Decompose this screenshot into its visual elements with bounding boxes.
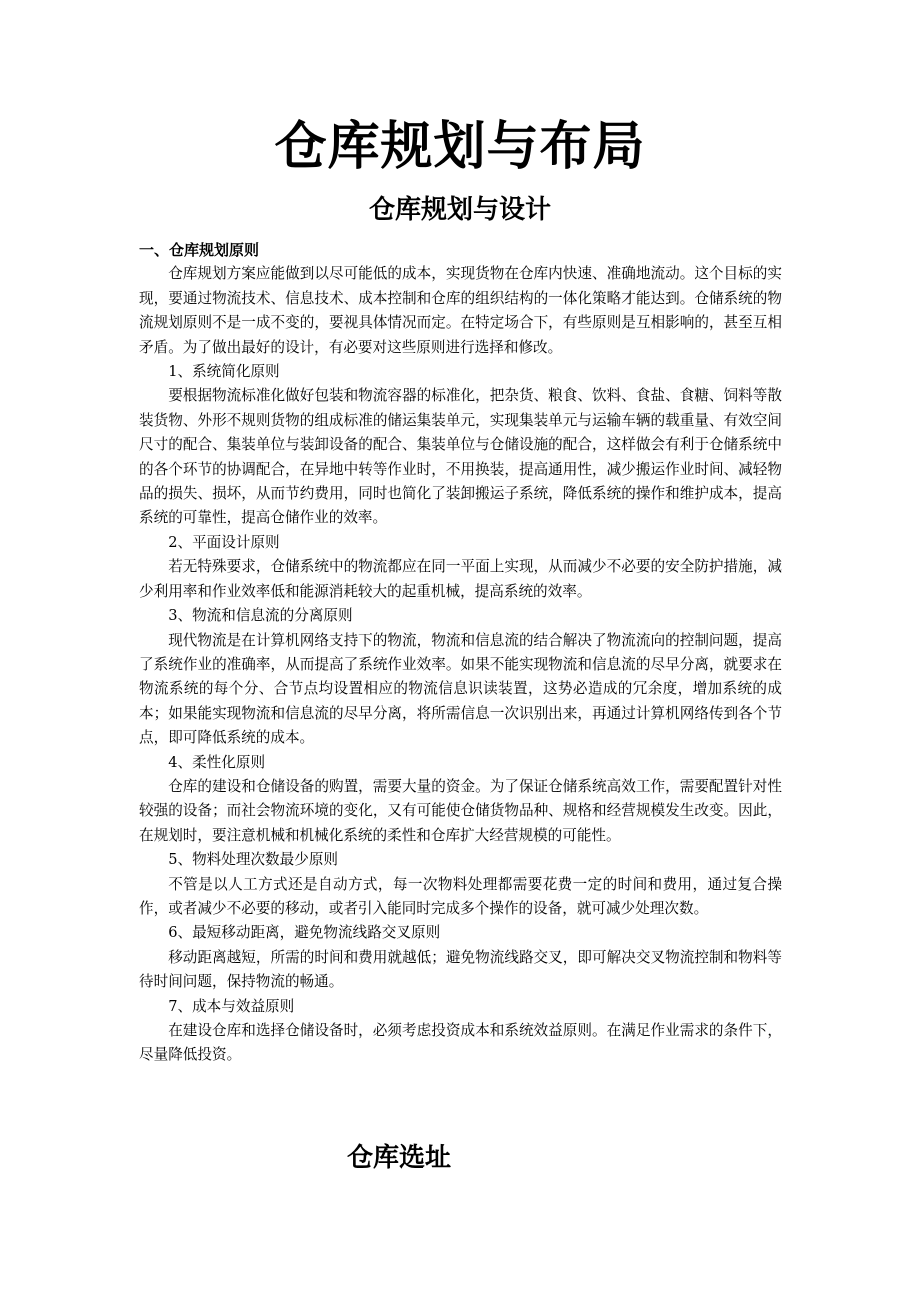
principle-3-heading: 3、物流和信息流的分离原则 bbox=[168, 607, 353, 625]
principle-6-text: 移动距离越短，所需的时间和费用就越低；避免物流线路交叉，即可解决交叉物流控制和物料等待时间问题，保持物流的畅通。 bbox=[139, 948, 782, 991]
principle-7-heading: 7、成本与效益原则 bbox=[168, 997, 295, 1015]
section-heading: 一、仓库规划原则 bbox=[139, 241, 260, 259]
principle-6-heading: 6、最短移动距离，避免物流线路交叉原则 bbox=[168, 924, 441, 942]
principle-7-text: 在建设仓库和选择仓储设备时，必须考虑投资成本和系统效益原则。在满足作业需求的条件下，尽量降低投资。 bbox=[139, 1022, 782, 1064]
principle-1-heading: 1、系统简化原则 bbox=[168, 363, 280, 381]
section-site-selection-title: 仓库选址 bbox=[347, 1143, 452, 1173]
principle-4-text: 仓库的建设和仓储设备的购置，需要大量的资金。为了保证仓储系统高效工作，需要配置针对性较强的设备；而社会物流环境的变化，又有可能使仓储货物品种、规格和经营规模发生改变。因此，在规划时，要注意机械和机械化系统的柔性和仓库扩大经营规模的可能性。 bbox=[139, 777, 782, 844]
principle-4-heading: 4、柔性化原则 bbox=[168, 753, 266, 771]
principle-1-text: 要根据物流标准化做好包装和物流容器的标准化，把杂货、粮食、饮料、食盐、食糖、饲料等散装货物、外形不规则货物的组成标准的储运集装单元，实现集装单元与运输车辆的载重量、有效空间尺寸的配合、集装单位与装卸设备的配合、集装单位与仓储设施的配合，这样做会有利于仓储系统中的各个环节的协调配合，在异地中转等作业时，不用换装，提高通用性，减少搬运作业时间、减轻物品的损失、损坏，从而节约费用，同时也简化了装卸搬运子系统，降低系统的操作和维护成本，提高系统的可靠性，提高仓储作业的效率。 bbox=[139, 387, 782, 527]
document-subtitle: 仓库规划与设计 bbox=[368, 195, 551, 225]
principle-3-text: 现代物流是在计算机网络支持下的物流，物流和信息流的结合解决了物流流向的控制问题，提高了系统作业的准确率，从而提高了系统作业效率。如果不能实现物流和信息流的尽早分离，就要求在物流系统的每个分、合节点均设置相应的物流信息识读装置，这势必造成的冗余度，增加系统的成本；如果能实现物流和信息流的尽早分离，将所需信息一次识别出来，再通过计算机网络传到各个节点，即可降低系统的成本。 bbox=[139, 631, 782, 747]
principle-5-text: 不管是以人工方式还是自动方式，每一次物料处理都需要花费一定的时间和费用，通过复合操作，或者减少不必要的移动，或者引入能同时完成多个操作的设备，就可减少处理次数。 bbox=[139, 875, 782, 917]
principle-5-heading: 5、物料处理次数最少原则 bbox=[168, 851, 339, 869]
principle-2-text: 若无特殊要求，仓储系统中的物流都应在同一平面上实现，从而减少不必要的安全防护措施，减少利用率和作业效率低和能源消耗较大的起重机械，提高系统的效率。 bbox=[139, 558, 782, 600]
document-title: 仓库规划与布局 bbox=[274, 117, 646, 177]
intro-paragraph: 仓库规划方案应能做到以尽可能低的成本，实现货物在仓库内快速、准确地流动。这个目标的实现，要通过物流技术、信息技术、成本控制和仓库的组织结构的一体化策略才能达到。仓储系统的物流规划原则不是一成不变的，要视具体情况而定。在特定场合下，有些原则是互相影响的，甚至互相矛盾。为了做出最好的设计，有必要对这些原则进行选择和修改。 bbox=[139, 265, 782, 356]
principle-2-heading: 2、平面设计原则 bbox=[168, 533, 280, 551]
section-principles bbox=[139, 238, 782, 1068]
